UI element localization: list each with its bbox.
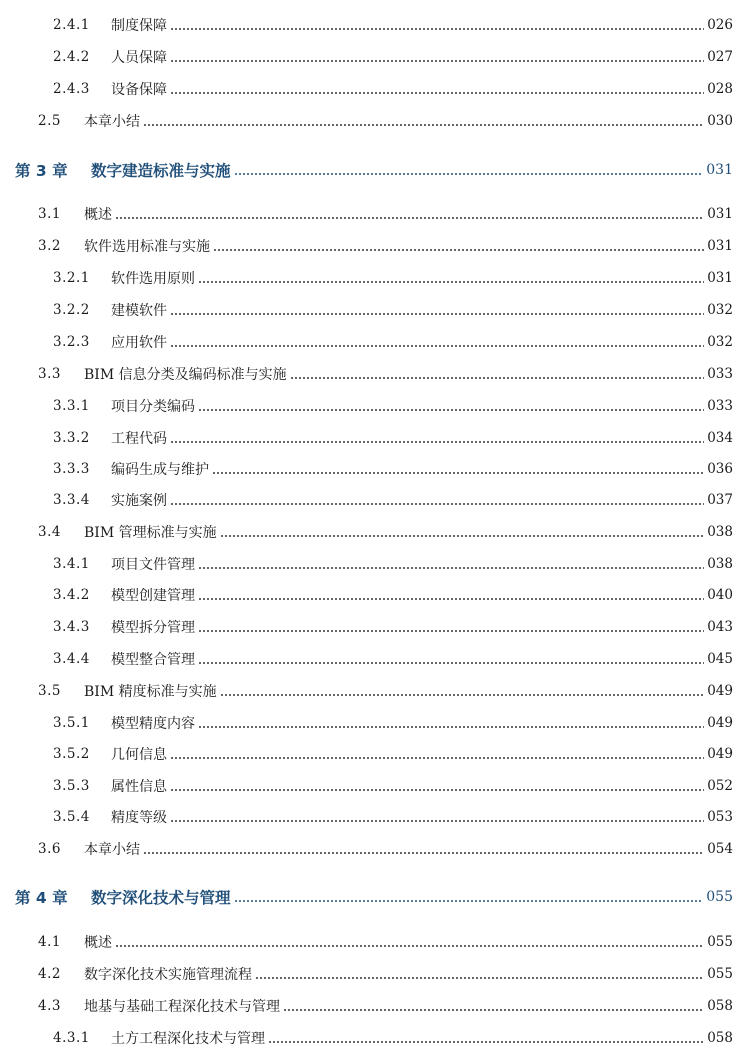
toc-entry-number: 3.5.1 [53, 715, 90, 731]
toc-entry-number: 3.2.1 [53, 270, 90, 286]
toc-entry-page: 031 [707, 270, 733, 286]
toc-entry-page: 055 [706, 889, 733, 905]
toc-entry[interactable] [0, 615, 750, 639]
toc-entry-title: 设备保障 [111, 82, 167, 98]
leader-dots [220, 535, 705, 537]
toc-entry-page: 033 [707, 398, 733, 414]
toc-entry-title: 土方工程深化技术与管理 [111, 1031, 265, 1047]
leader-dots [268, 1041, 704, 1043]
toc-entry-title: BIM 精度标准与实施 [84, 684, 217, 700]
toc-entry-page: 030 [707, 113, 733, 129]
toc-entry-number: 3.3.2 [53, 430, 90, 446]
toc-entry-page: 053 [707, 809, 733, 825]
toc-entry[interactable] [0, 647, 750, 671]
toc-entry-number: 3.5.2 [53, 746, 90, 762]
leader-dots [213, 249, 704, 251]
toc-entry[interactable] [0, 394, 750, 418]
leader-dots [115, 945, 704, 947]
toc-entry-title: 模型创建管理 [111, 588, 195, 604]
toc-entry-title: 概述 [84, 207, 112, 223]
toc-entry-title: 精度等级 [111, 810, 167, 826]
toc-entry[interactable] [0, 583, 750, 607]
toc-chapter-entry[interactable] [0, 883, 750, 911]
leader-dots [170, 60, 704, 62]
toc-entry-page: 032 [707, 302, 733, 318]
leader-dots [283, 1009, 704, 1011]
toc-entry-page: 038 [707, 556, 733, 572]
leader-dots [170, 313, 704, 315]
toc-entry-page: 028 [707, 81, 733, 97]
toc-entry-page: 032 [707, 334, 733, 350]
toc-entry-page: 049 [707, 715, 733, 731]
toc-entry-number: 3.2.3 [53, 334, 90, 350]
leader-dots [234, 173, 704, 175]
toc-entry-title: 模型精度内容 [111, 716, 195, 732]
toc-entry-title: 数字深化技术与管理 [91, 889, 231, 907]
leader-dots [115, 217, 704, 219]
toc-entry[interactable] [0, 77, 750, 101]
toc-entry-title: 应用软件 [111, 335, 167, 351]
toc-entry[interactable] [0, 109, 750, 133]
toc-entry-title: 几何信息 [111, 747, 167, 763]
leader-dots [143, 852, 704, 854]
toc-entry[interactable] [0, 774, 750, 798]
toc-entry-page: 034 [707, 430, 733, 446]
leader-dots [198, 662, 704, 664]
toc-entry-page: 058 [707, 1030, 733, 1046]
toc-entry-page: 045 [707, 651, 733, 667]
toc-entry-number: 4.1 [38, 934, 61, 950]
toc-entry[interactable] [0, 742, 750, 766]
leader-dots [198, 281, 704, 283]
toc-entry[interactable] [0, 330, 750, 354]
toc-entry-number: 3.5.4 [53, 809, 90, 825]
toc-entry-number: 3.3.4 [53, 492, 90, 508]
toc-entry-page: 037 [707, 492, 733, 508]
leader-dots [234, 900, 704, 902]
toc-entry-title: 项目文件管理 [111, 557, 195, 573]
toc-entry-number: 2.5 [38, 113, 61, 129]
toc-entry-title: 人员保障 [111, 50, 167, 66]
toc-entry-page: 043 [707, 619, 733, 635]
toc-entry-number: 3.4.2 [53, 587, 90, 603]
leader-dots [255, 977, 704, 979]
leader-dots [170, 820, 704, 822]
toc-entry-title: 数字深化技术实施管理流程 [84, 967, 252, 983]
toc-entry-title: 编码生成与维护 [111, 462, 209, 478]
toc-entry-title: 软件选用原则 [111, 271, 195, 287]
toc-entry-page: 052 [707, 778, 733, 794]
toc-entry-number: 2.4.1 [53, 17, 90, 33]
leader-dots [170, 28, 704, 30]
toc-entry[interactable] [0, 362, 750, 386]
leader-dots [212, 472, 704, 474]
toc-entry-page: 054 [707, 841, 733, 857]
toc-entry-number: 3.3.3 [53, 461, 90, 477]
toc-entry-title: 模型拆分管理 [111, 620, 195, 636]
toc-entry[interactable] [0, 1026, 750, 1050]
toc-entry[interactable] [0, 962, 750, 986]
toc-entry[interactable] [0, 426, 750, 450]
leader-dots [290, 377, 705, 379]
toc-entry-title: 实施案例 [111, 493, 167, 509]
toc-entry-number: 2.4.3 [53, 81, 90, 97]
toc-entry[interactable] [0, 457, 750, 481]
toc-entry-title: BIM 信息分类及编码标准与实施 [84, 367, 287, 383]
toc-entry-title: 本章小结 [84, 842, 140, 858]
toc-entry-page: 055 [707, 966, 733, 982]
leader-dots [170, 503, 704, 505]
toc-entry-page: 031 [707, 238, 733, 254]
toc-entry[interactable] [0, 266, 750, 290]
toc-entry-number: 3.2 [38, 238, 61, 254]
toc-entry-title: 属性信息 [111, 779, 167, 795]
toc-entry-number: 3.4.3 [53, 619, 90, 635]
toc-entry-number: 第 3 章 [15, 162, 68, 180]
toc-chapter-entry[interactable] [0, 156, 750, 184]
toc-entry[interactable] [0, 488, 750, 512]
toc-entry[interactable] [0, 930, 750, 954]
leader-dots [170, 92, 704, 94]
toc-entry-page: 058 [707, 998, 733, 1014]
toc-entry-title: 本章小结 [84, 114, 140, 130]
toc-entry[interactable] [0, 837, 750, 861]
leader-dots [198, 630, 704, 632]
toc-entry[interactable] [0, 13, 750, 37]
toc-entry-page: 055 [707, 934, 733, 950]
toc-entry-number: 3.3.1 [53, 398, 90, 414]
toc-entry-number: 4.3.1 [53, 1030, 90, 1046]
toc-entry-title: 建模软件 [111, 303, 167, 319]
toc-entry-page: 049 [707, 746, 733, 762]
toc-entry-number: 3.5.3 [53, 778, 90, 794]
leader-dots [220, 694, 705, 696]
toc-entry[interactable] [0, 805, 750, 829]
toc-entry-number: 3.6 [38, 841, 61, 857]
toc-entry-title: BIM 管理标准与实施 [84, 525, 217, 541]
toc-entry-number: 3.4.1 [53, 556, 90, 572]
leader-dots [170, 345, 704, 347]
toc-entry[interactable] [0, 520, 750, 544]
toc-entry-number: 2.4.2 [53, 49, 90, 65]
toc-entry-page: 026 [707, 17, 733, 33]
toc-entry-page: 049 [707, 683, 733, 699]
toc-entry-number: 4.3 [38, 998, 61, 1014]
toc-entry-title: 项目分类编码 [111, 399, 195, 415]
toc-entry-page: 031 [707, 206, 733, 222]
toc-entry[interactable] [0, 994, 750, 1018]
toc-entry-title: 制度保障 [111, 18, 167, 34]
toc-entry[interactable] [0, 298, 750, 322]
toc-entry-page: 040 [707, 587, 733, 603]
leader-dots [170, 789, 704, 791]
leader-dots [198, 409, 704, 411]
toc-entry[interactable] [0, 202, 750, 226]
leader-dots [198, 567, 704, 569]
toc-entry-number: 第 4 章 [15, 889, 68, 907]
toc-entry-page: 033 [707, 366, 733, 382]
toc-entry-title: 概述 [84, 935, 112, 951]
toc-entry-number: 3.1 [38, 206, 61, 222]
toc-entry-title: 软件选用标准与实施 [84, 239, 210, 255]
toc-entry[interactable] [0, 552, 750, 576]
toc-entry-number: 3.2.2 [53, 302, 90, 318]
toc-entry-number: 3.4.4 [53, 651, 90, 667]
toc-entry-title: 工程代码 [111, 431, 167, 447]
leader-dots [170, 757, 704, 759]
toc-entry-title: 模型整合管理 [111, 652, 195, 668]
toc-entry-title: 数字建造标准与实施 [91, 162, 231, 180]
toc-entry-page: 036 [707, 461, 733, 477]
toc-entry-number: 4.2 [38, 966, 61, 982]
leader-dots [143, 124, 704, 126]
toc-entry-page: 031 [706, 162, 733, 178]
toc-entry-page: 038 [707, 524, 733, 540]
leader-dots [170, 441, 704, 443]
toc-entry[interactable] [0, 711, 750, 735]
toc-entry-number: 3.3 [38, 366, 61, 382]
toc-entry-page: 027 [707, 49, 733, 65]
toc-entry[interactable] [0, 234, 750, 258]
leader-dots [198, 598, 704, 600]
toc-entry-number: 3.4 [38, 524, 61, 540]
toc-entry-number: 3.5 [38, 683, 61, 699]
toc-entry-title: 地基与基础工程深化技术与管理 [84, 999, 280, 1015]
leader-dots [198, 726, 704, 728]
toc-entry[interactable] [0, 679, 750, 703]
toc-entry[interactable] [0, 45, 750, 69]
